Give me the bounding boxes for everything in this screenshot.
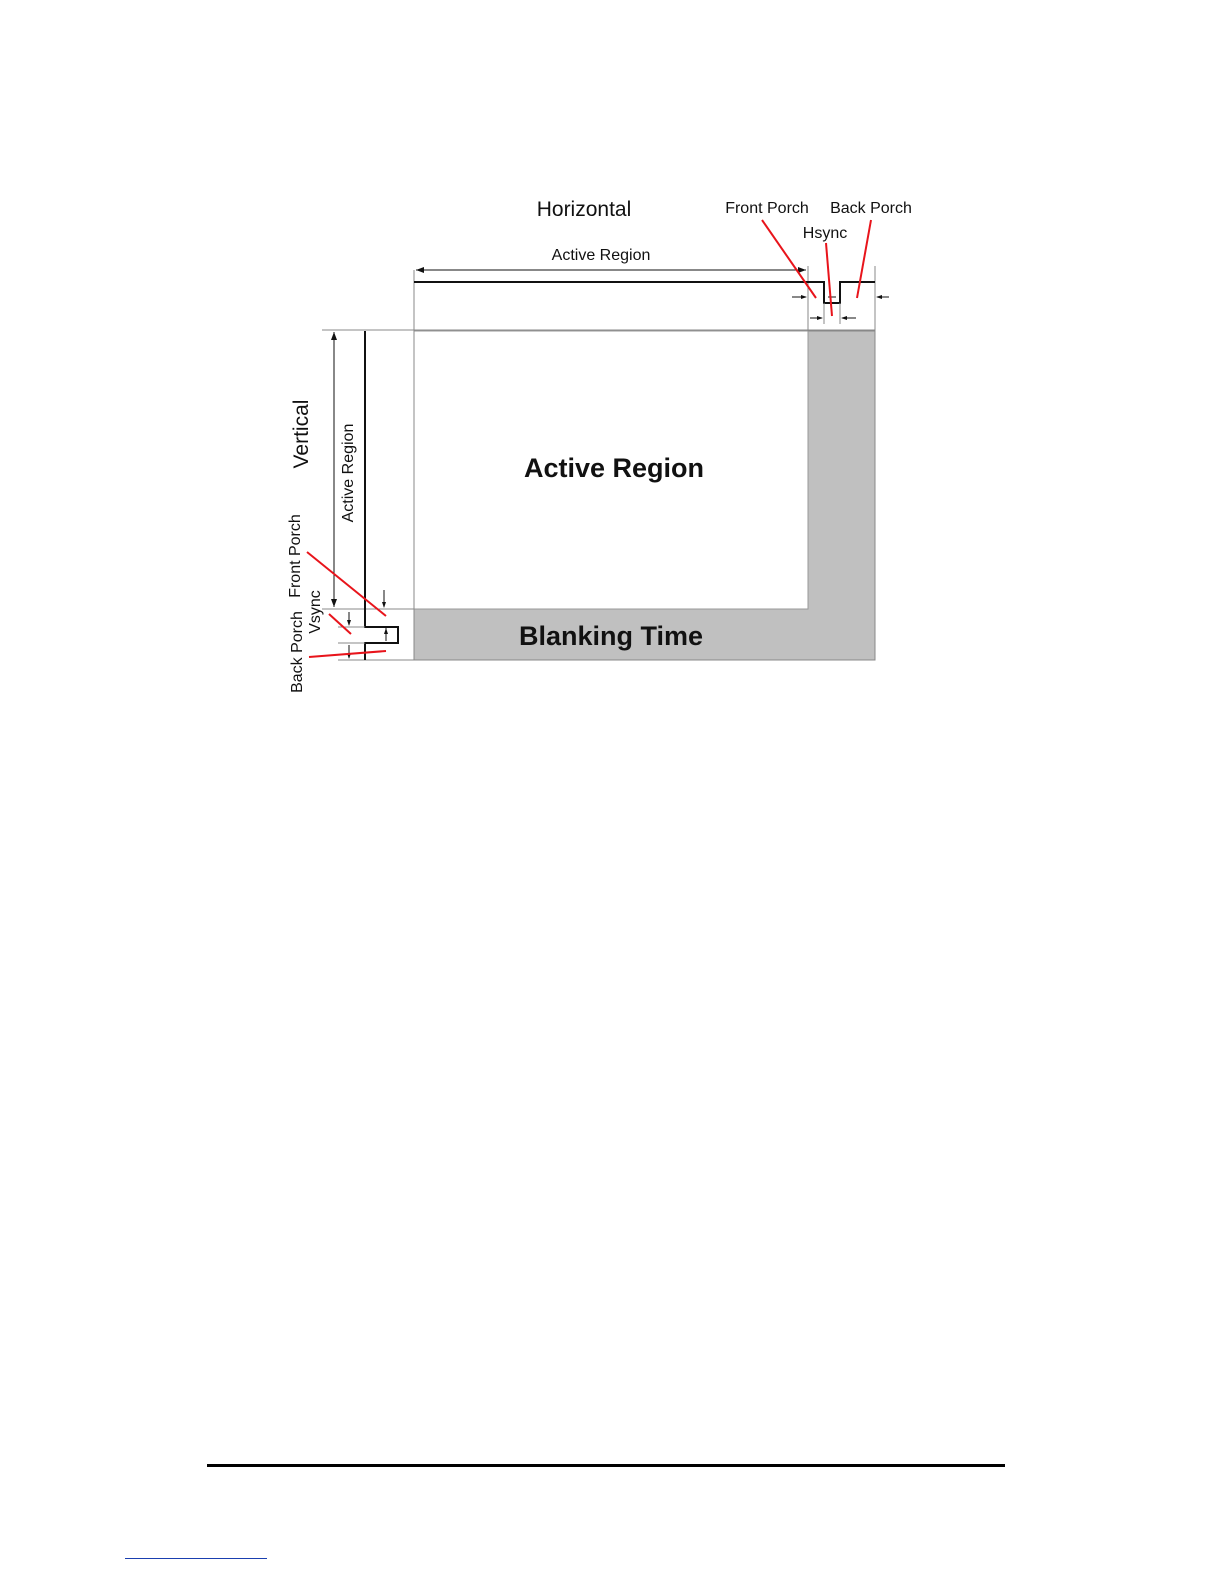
vsync-label: Vsync [307, 590, 324, 634]
v-back-porch-label: Back Porch [289, 611, 306, 693]
vsync-waveform [365, 331, 398, 660]
h-back-porch-label: Back Porch [830, 200, 912, 217]
footnote-rule [125, 1558, 267, 1559]
blanking-time-label: Blanking Time [518, 621, 704, 651]
v-back-porch-pointer [309, 651, 386, 657]
hsync-label: Hsync [802, 225, 848, 242]
horizontal-label: Horizontal [536, 198, 632, 221]
hsync-waveform [414, 282, 875, 303]
h-back-porch-pointer [857, 220, 871, 298]
h-active-arrow-left [416, 267, 424, 273]
h-active-region-label: Active Region [551, 247, 651, 264]
v-front-porch-label: Front Porch [287, 514, 304, 598]
h-front-porch-label: Front Porch [725, 200, 809, 217]
vsync-pointer [329, 614, 351, 634]
footer-rule [207, 1464, 1005, 1467]
hsync-pointer [826, 243, 832, 316]
v-active-region-label: Active Region [340, 423, 357, 523]
vertical-label: Vertical [290, 399, 313, 469]
main-active-region-label: Active Region [523, 453, 705, 483]
